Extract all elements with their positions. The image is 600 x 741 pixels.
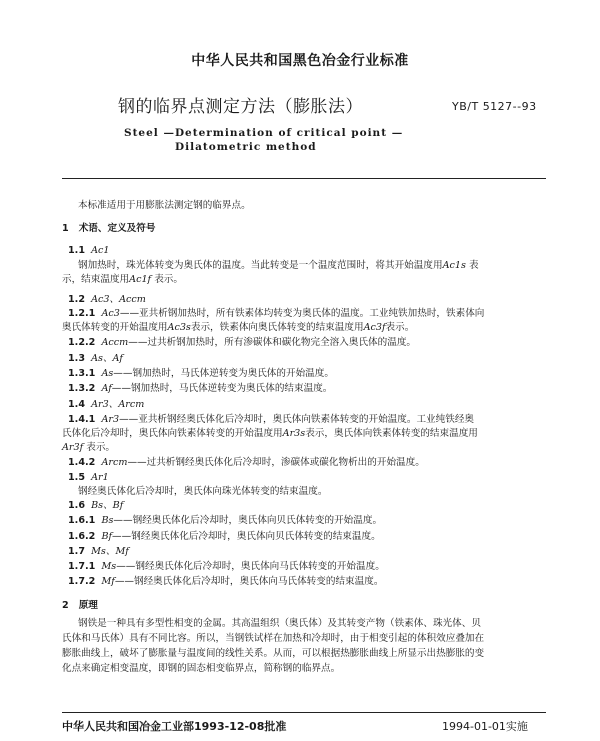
clause-1-7-2: 1.7.2 Mf——钢经奥氏体化后冷却时，奥氏体向马氏体转变的结束温度。: [68, 576, 384, 587]
clause-1-6-1: 1.6.1 Bs——钢经奥氏体化后冷却时，奥氏体向贝氏体转变的开始温度。: [68, 515, 383, 526]
clause-1-1-text-line2: 示，结束温度用Ac1f 表示。: [62, 274, 183, 285]
clause-1-6-2: 1.6.2 Bf——钢经奥氏体化后冷却时，奥氏体向贝氏体转变的结束温度。: [68, 531, 381, 542]
document-title: 钢的临界点测定方法（膨胀法）: [118, 97, 363, 117]
clause-1-1-heading: [68, 244, 110, 257]
clause-number: 1.1: [68, 245, 85, 256]
section-2-heading: 2 原理: [62, 600, 98, 611]
principle-line1: 钢铁是一种具有多型性相变的金属。其高温组织（奥氏体）及其转变产物（铁素体、珠光体、贝: [78, 618, 481, 629]
clause-1-3-1: 1.3.1 As——钢加热时，马氏体逆转变为奥氏体的开始温度。: [68, 368, 334, 379]
implementation-date: 1994-01-01实施: [442, 720, 528, 733]
clause-1-2-1-line2: 奥氏体转变的开始温度用Ac3s表示，铁素体向奥氏体转变的结束温度用Ac3f表示。: [62, 322, 415, 333]
clause-1-2-2: 1.2.2 Accm——过共析钢加热时，所有渗碳体和碳化物完全溶入奥氏体的温度。: [68, 337, 417, 348]
clause-1-5-heading: 1.5 Ar1: [68, 472, 109, 483]
clause-1-6-heading: 1.6 Bs、Bf: [68, 500, 124, 511]
section-title: 术语、定义及符号: [78, 223, 156, 234]
clause-1-1-text-line1: 钢加热时，珠光体转变为奥氏体的温度。当此转变是一个温度范围时，将其开始温度用Ac1s 表: [78, 260, 479, 271]
principle-line4: 化点来确定相变温度，即钢的固态相变临界点，简称钢的临界点。: [62, 663, 341, 674]
clause-1-3-heading: 1.3 As、Af: [68, 353, 123, 364]
clause-1-4-heading: 1.4 Ar3、Arcm: [68, 399, 145, 410]
english-title-line2: Dilatometric method: [175, 141, 317, 153]
clause-1-5-text: 钢经奥氏体化后冷却时，奥氏体向珠光体转变的结束温度。: [78, 486, 328, 497]
standard-number: YB/T 5127--93: [452, 100, 537, 113]
section-number: 1: [62, 223, 69, 234]
clause-1-3-2: 1.3.2 Af——钢加热时，马氏体逆转变为奥氏体的结束温度。: [68, 383, 333, 394]
section-1-heading: [62, 220, 155, 234]
issuing-body-header: 中华人民共和国黑色冶金行业标准: [191, 53, 409, 69]
clause-1-7-heading: 1.7 Ms、Mf: [68, 546, 129, 557]
footer-divider: [62, 712, 546, 713]
approval-date: 中华人民共和国冶金工业部1993-12-08批准: [62, 720, 287, 733]
clause-1-2-heading: 1.2 Ac3、Accm: [68, 294, 146, 305]
clause-1-4-1-line2: 氏体化后冷却时，奥氏体向铁素体转变的开始温度用Ar3s表示，奥氏体向铁素体转变的结束温度用: [62, 428, 478, 439]
clause-1-7-1: 1.7.1 Ms——钢经奥氏体化后冷却时，奥氏体向马氏体转变的开始温度。: [68, 561, 385, 572]
scope-paragraph: 本标准适用于用膨胀法测定钢的临界点。: [78, 200, 251, 211]
principle-line2: 氏体和马氏体）具有不同比容。所以，当钢铁试样在加热和冷却时，由于相变引起的体积效应叠加在: [62, 633, 485, 644]
clause-symbol: Ac1: [91, 245, 110, 256]
clause-1-4-1-line3: Ar3f 表示。: [62, 442, 116, 453]
clause-1-2-1-line1: 1.2.1 Ac3——亚共析钢加热时，所有铁素体均转变为奥氏体的温度。工业纯铁加热时，铁素体向: [68, 308, 485, 319]
english-title-line1: Steel —Determination of critical point —: [124, 127, 404, 139]
title-divider: [62, 178, 546, 179]
clause-1-4-2: 1.4.2 Arcm——过共析钢经奥氏体化后冷却时，渗碳体或碳化物析出的开始温度。: [68, 457, 425, 468]
clause-1-4-1-line1: 1.4.1 Ar3——亚共析钢经奥氏体化后冷却时，奥氏体向铁素体转变的开始温度。工业纯铁经奥: [68, 414, 475, 425]
principle-line3: 膨胀曲线上，破坏了膨胀量与温度间的线性关系。从而，可以根据热膨胀曲线上所显示出热膨胀的变: [62, 648, 485, 659]
